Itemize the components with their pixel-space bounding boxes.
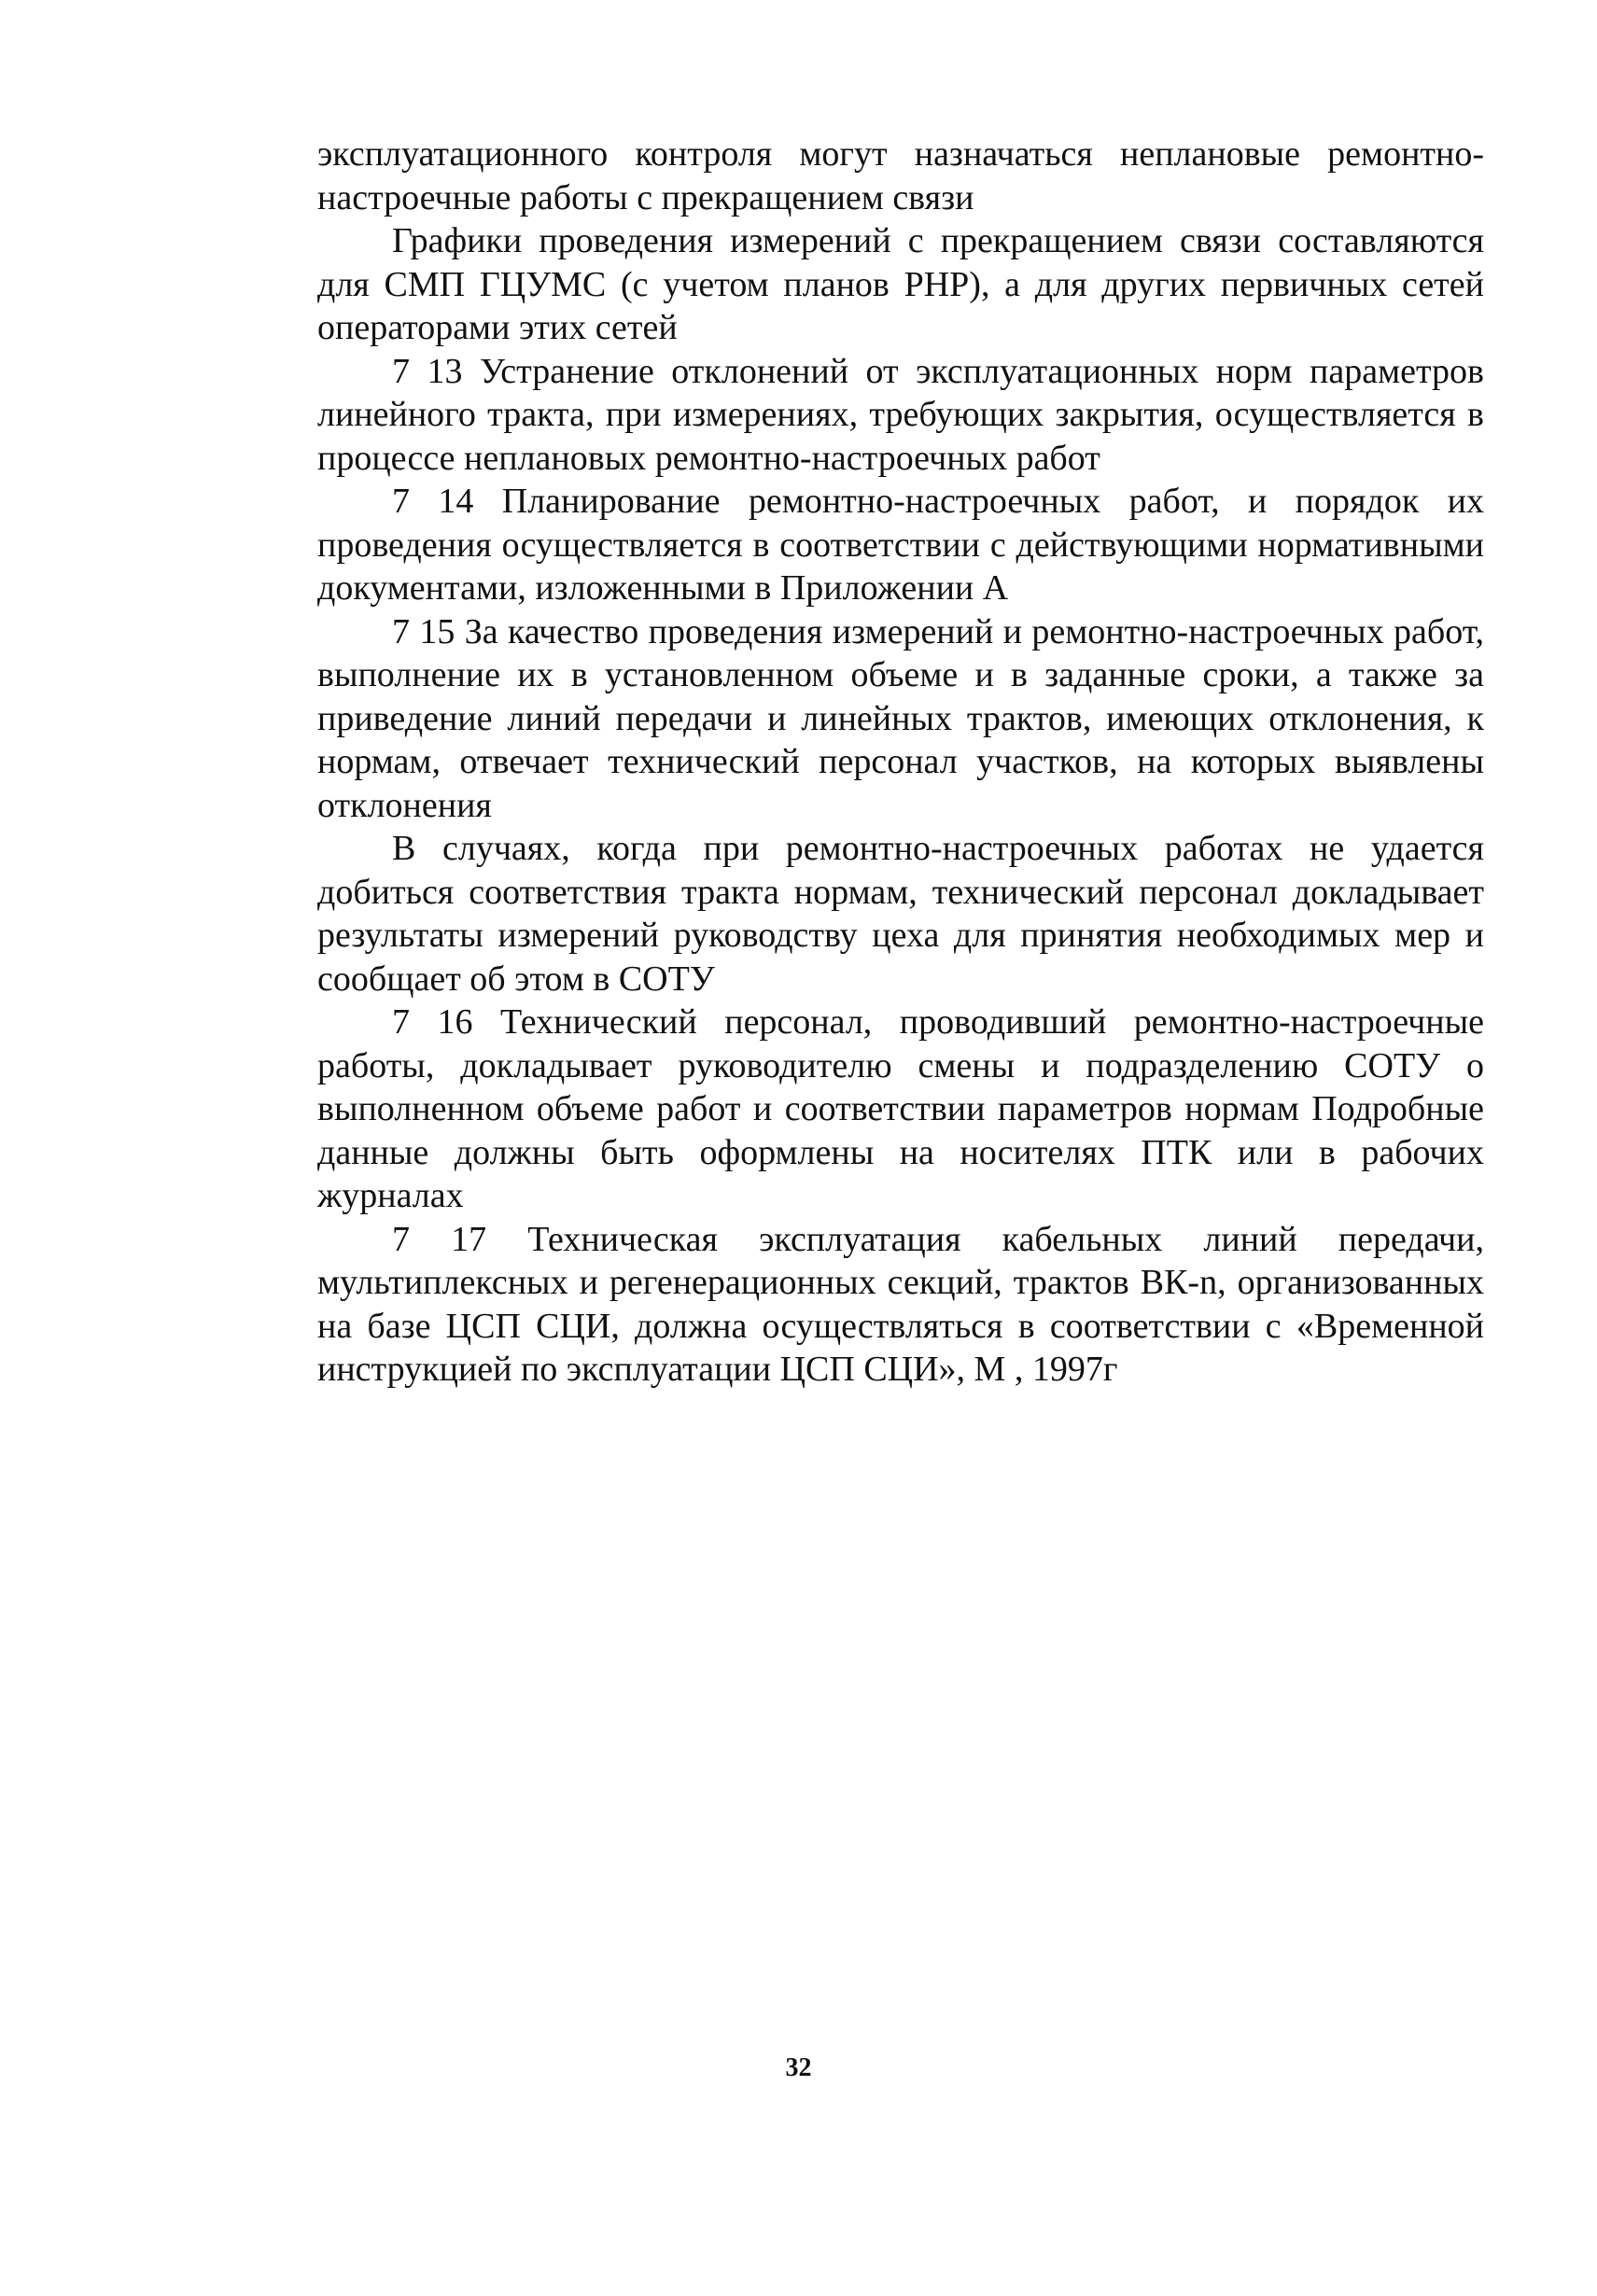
page-body [317,133,1484,1392]
paragraph-7-14: 7 14 Планирование ремонтно-настроечных работ, и порядок их проведения осуществляется в соответствии с действующими нормативными документами, изложенными в Приложении А [317,482,1484,608]
paragraph-7-16: 7 16 Технический персонал, проводивший ремонтно-настроечные работы, докладывает руководителю смены и подразделению СОТУ о выполненном объеме работ и соответствии параметров нормам Подробные данные должны быть оформлены на носителях ПТК или в рабочих журналах [317,1002,1484,1215]
paragraph-continuation: эксплуатационного контроля могут назначаться неплановые ремонтно-настроечные работы с прекращением связи [317,134,1484,217]
paragraph-deviation-cases: В случаях, когда при ремонтно-настроечных работах не удается добиться соответствия тракта нормам, технический персонал докладывает результаты измерений руководству цеха для принятия необходимых мер и сообщает об этом в СОТУ [317,829,1484,999]
paragraph-7-15: 7 15 За качество проведения измерений и ремонтно-настроечных работ, выполнение их в установленном объеме и в заданные сроки, а также за приведение линий передачи и линейных трактов, имеющих отклонения, к нормам, отвечает технический персонал участков, на которых выявлены отклонения [317,611,1484,825]
page-number: 32 [785,2053,812,2082]
paragraph-7-13: 7 13 Устранение отклонений от эксплуатационных норм параметров линейного тракта, при измерениях, требующих закрытия, осуществляется в процессе неплановых ремонтно-настроечных работ [317,351,1484,478]
paragraph-7-17: 7 17 Техническая эксплуатация кабельных линий передачи, мультиплексных и регенерационных секций, трактов ВК-n, организованных на базе ЦСП СЦИ, должна осуществляться в соответствии с «Временной инструкцией по эксплуатации ЦСП СЦИ», М , 1997г [317,1219,1484,1389]
paragraph-measurement-schedules: Графики проведения измерений с прекращением связи составляются для СМП ГЦУМС (с учетом планов РНР), а для других первичных сетей операторами этих сетей [317,221,1484,347]
